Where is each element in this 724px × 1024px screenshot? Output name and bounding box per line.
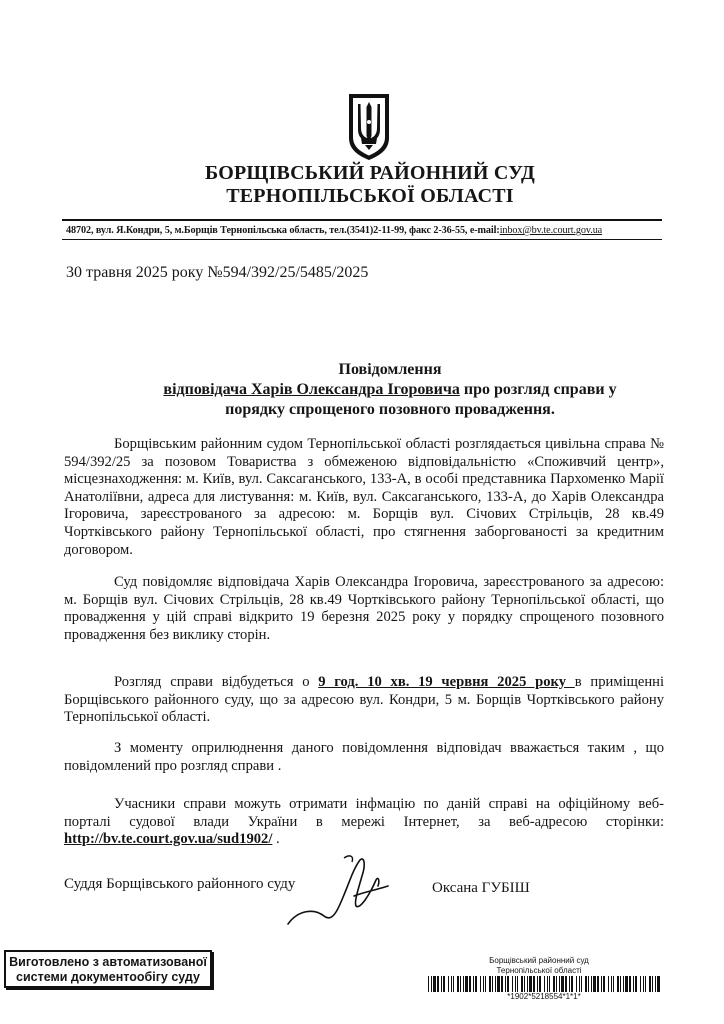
- stamp-line1: Виготовлено з автоматизованої: [9, 955, 207, 969]
- paragraph-case-info: [64, 436, 664, 559]
- court-name-line2: ТЕРНОПІЛЬСЬКОЇ ОБЛАСТІ: [226, 185, 514, 207]
- barcode-bar: [497, 976, 500, 992]
- barcode-bar: [559, 976, 560, 992]
- barcode-bar: [473, 976, 474, 992]
- judge-title: Суддя Борщівського районного суду: [64, 876, 296, 892]
- barcode-bar: [611, 976, 612, 992]
- barcode-bar: [453, 976, 454, 992]
- barcode-bar: [448, 976, 449, 992]
- barcode-bar: [463, 976, 464, 992]
- judge-name: Оксана ГУБІШ: [432, 880, 530, 896]
- barcode-bar: [657, 976, 660, 992]
- automated-system-stamp: [4, 950, 212, 988]
- barcode-bar: [437, 976, 439, 992]
- barcode-bar: [591, 976, 592, 992]
- barcode-bar: [539, 976, 541, 992]
- barcode-bar: [643, 976, 644, 992]
- barcode-bar: [569, 976, 570, 992]
- hearing-intro: Розгляд справи відбудеться о: [114, 674, 319, 690]
- paragraph-effect-text: З моменту оприлюднення даного повідомлення відповідач вважається таким , що повідомлений про розгляд справи .: [64, 740, 664, 774]
- barcode-bar: [517, 976, 518, 992]
- barcode-bar: [617, 976, 619, 992]
- barcode-label-line1: Борщівський районний суд: [489, 956, 589, 965]
- handwritten-signature-icon: [284, 850, 404, 934]
- barcode-label: [474, 956, 604, 976]
- barcode-bar: [633, 976, 634, 992]
- barcode-bar: [533, 976, 535, 992]
- barcode-bar: [475, 976, 477, 992]
- document-date-number: 30 травня 2025 року №594/392/25/5485/2025: [66, 264, 369, 281]
- barcode-bar: [603, 976, 605, 992]
- barcode-bar: [537, 976, 538, 992]
- barcode-bar: [544, 976, 545, 992]
- document-title: [130, 360, 650, 420]
- paragraph-notice: [64, 574, 664, 644]
- barcode-bar: [593, 976, 596, 992]
- barcode-bar: [645, 976, 646, 992]
- barcode-bar: [501, 976, 503, 992]
- header-rule-bottom: [62, 239, 662, 240]
- barcode-bar: [635, 976, 637, 992]
- barcode-bar: [640, 976, 641, 992]
- paragraph-portal: [64, 796, 664, 849]
- portal-end: .: [272, 831, 280, 848]
- hearing-place: в приміщенні Борщівського районного суду, що за адресою вул. Кондри, 5 м. Борщів Чортківського району Тернопільської області.: [64, 674, 665, 726]
- barcode-bar: [585, 976, 587, 992]
- address-text: 48702, вул. Я.Кондри, 5, м.Борщів Тернопільська область, тел.(3541)2-11-99, факс 2-36-55, e-mail:: [66, 225, 500, 236]
- title-line2: [130, 380, 650, 400]
- court-name-line1: БОРЩІВСЬКИЙ РАЙОННИЙ СУД: [204, 162, 536, 184]
- paragraph-effect: [64, 740, 664, 775]
- barcode-bar: [433, 976, 436, 992]
- barcode-bar: [629, 976, 631, 992]
- paragraph-notice-text: Суд повідомляє відповідача Харів Олександра Ігоровича, зареєстрованого за адресою: м. Борщів вул. Січових Стрільців, 28 кв.49 Чортківського району Тернопільської області, що провадження у цій справі відкрито 19 березня 2025 року у порядку спрощеного позовного провадження без виклику сторін.: [64, 574, 664, 643]
- barcode-bar: [527, 976, 528, 992]
- barcode-bar: [443, 976, 445, 992]
- court-portal-link[interactable]: http://bv.te.court.gov.ua/sud1902/: [64, 831, 273, 848]
- barcode-bar: [441, 976, 442, 992]
- barcode-bar: [512, 976, 513, 992]
- barcode-bar: [579, 976, 580, 992]
- barcode-bar: [601, 976, 602, 992]
- paragraph-case-info-text: Борщівським районним судом Тернопільської області розглядається цивільна справа № 594/392/25 за позовом Товариства з обмеженою відповідальністю «Споживчий центр», місцезнаходження: м. Київ, вул. Саксаганського, 133-А, в особі представника Пархоменко Марії Анатоліївни, адреса для листування: м. Київ, вул. Саксаганського, 133-А, до Харів Олександра Ігоровича, зареєстрованого за адресою: м. Борщів вул. Січових Стрільців, 28 кв.49 Чортківського району Тернопільської області, про стягнення заборгованості за кредитним договором.: [64, 436, 664, 558]
- header-rule-top: [62, 219, 662, 221]
- barcode-bar: [489, 976, 491, 992]
- barcode-bar: [515, 976, 516, 992]
- barcode-bar: [428, 976, 429, 992]
- barcode-bar: [553, 976, 555, 992]
- barcode-bar: [565, 976, 567, 992]
- title-line1: Повідомлення: [338, 361, 442, 378]
- title-defendant: відповідача Харів Олександра Ігоровича: [163, 381, 460, 398]
- barcode-bar: [451, 976, 452, 992]
- barcode-bar: [571, 976, 573, 992]
- court-address: [66, 225, 706, 236]
- tryzub-coat-of-arms-icon: [346, 92, 392, 162]
- barcode-bar: [652, 976, 653, 992]
- barcode-bar: [483, 976, 484, 992]
- barcode-bar: [556, 976, 557, 992]
- barcode-bar: [608, 976, 609, 992]
- portal-intro: Учасники справи можуть отримати інфмацію по даній справі на офіційному веб-порталі судової влади України в мережі Інтернет, за веб-адресою сторінки:: [64, 796, 664, 830]
- title-line3: порядку спрощеного позовного провадження.: [225, 401, 555, 418]
- barcode-bar: [495, 976, 496, 992]
- barcode-icon: [428, 976, 660, 992]
- barcode-bar: [431, 976, 432, 992]
- stamp-line2: системи документообігу суду: [16, 970, 200, 984]
- barcode-bar: [465, 976, 468, 992]
- barcode-bar: [581, 976, 582, 992]
- barcode-bar: [460, 976, 461, 992]
- barcode-bar: [623, 976, 624, 992]
- barcode-bar: [507, 976, 509, 992]
- barcode-bar: [492, 976, 493, 992]
- title-line2-rest: про розгляд справи у: [459, 381, 617, 398]
- barcode-bar: [469, 976, 471, 992]
- court-name: [120, 162, 620, 208]
- barcode-bar: [613, 976, 614, 992]
- barcode-bar: [561, 976, 564, 992]
- barcode-bar: [524, 976, 525, 992]
- barcode-label-line2: Тернопільської області: [496, 966, 582, 975]
- barcode-bar: [576, 976, 577, 992]
- hearing-time: 9 год. 10 хв. 19 червня 2025 року: [318, 674, 575, 690]
- email-link[interactable]: inbox@bv.te.court.gov.ua: [499, 225, 603, 236]
- barcode-code: *1902*5218554*1*1*: [507, 992, 581, 1001]
- barcode-bar: [549, 976, 550, 992]
- barcode-bar: [521, 976, 523, 992]
- barcode-bar: [620, 976, 621, 992]
- barcode-bar: [529, 976, 532, 992]
- barcode-bar: [505, 976, 506, 992]
- barcode-bar: [649, 976, 651, 992]
- barcode-bar: [625, 976, 628, 992]
- barcode-bar: [547, 976, 548, 992]
- paragraph-hearing: [64, 674, 664, 727]
- barcode-bar: [588, 976, 589, 992]
- barcode-bar: [480, 976, 481, 992]
- barcode-bar: [485, 976, 486, 992]
- barcode-bar: [597, 976, 599, 992]
- barcode-bar: [457, 976, 459, 992]
- barcode-bar: [655, 976, 656, 992]
